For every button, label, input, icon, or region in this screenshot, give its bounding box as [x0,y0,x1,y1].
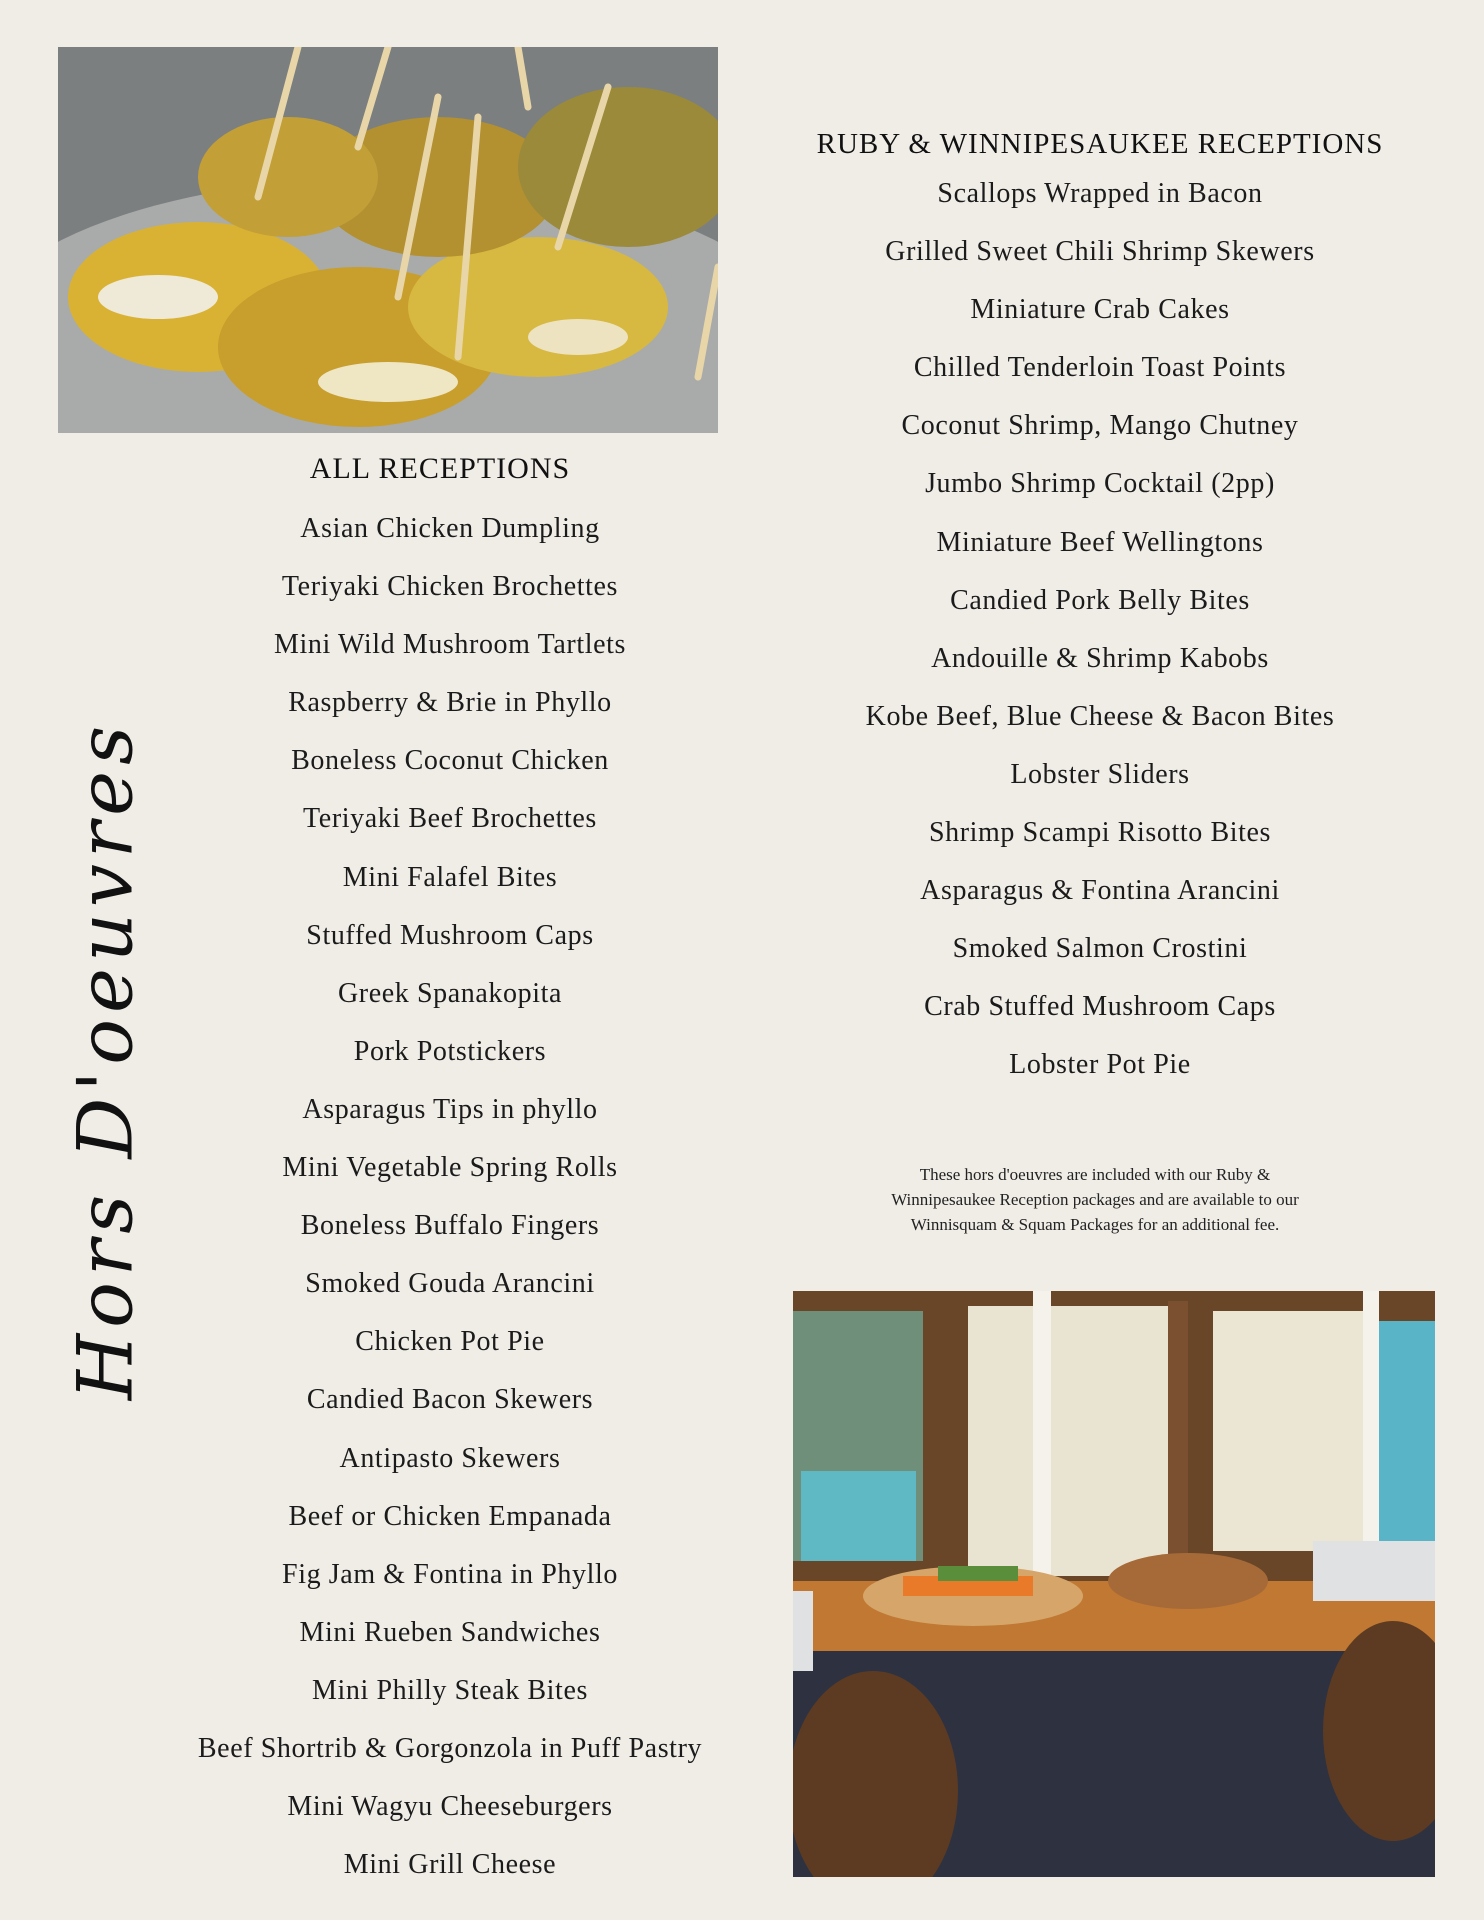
menu-item: Beef Shortrib & Gorgonzola in Puff Pastry [197,1732,703,1764]
ruby-receptions-heading: RUBY & WINNIPESAUKEE RECEPTIONS [816,128,1384,160]
hors-doeuvres-title: Hors D'oeuvres [60,719,150,1401]
note-line: Winnisquam & Squam Packages for an additional fee. [910,1215,1280,1234]
menu-item: Grilled Sweet Chili Shrimp Skewers [885,236,1315,268]
package-note [860,1162,1330,1237]
menu-item: Antipasto Skewers [339,1442,561,1474]
menu-item: Candied Bacon Skewers [306,1384,594,1416]
menu-item: Asparagus & Fontina Arancini [920,875,1280,907]
menu-item: Chilled Tenderloin Toast Points [913,352,1287,384]
appetizer-photo [58,47,718,433]
menu-item: Smoked Salmon Crostini [952,933,1248,965]
menu-item: Asian Chicken Dumpling [300,513,600,544]
menu-item: Mini Vegetable Spring Rolls [282,1152,618,1184]
ruby-receptions-list [760,172,1440,1102]
menu-item: Teriyaki Beef Brochettes [303,803,597,835]
menu-item: Asparagus Tips in phyllo [302,1093,598,1125]
menu-item: Mini Rueben Sandwiches [299,1616,601,1648]
all-receptions-list [140,507,760,1901]
all-receptions-heading: ALL RECEPTIONS [309,452,571,485]
menu-item: Candied Pork Belly Bites [950,584,1250,616]
menu-item: Scallops Wrapped in Bacon [937,178,1263,209]
menu-item: Chicken Pot Pie [355,1326,545,1358]
menu-item: Teriyaki Chicken Brochettes [281,571,619,603]
buffet-photo [793,1291,1435,1877]
menu-item: Mini Grill Cheese [343,1849,557,1881]
menu-item: Andouille & Shrimp Kabobs [931,642,1269,674]
menu-item: Shrimp Scampi Risotto Bites [928,817,1272,849]
menu-item: Smoked Gouda Arancini [305,1268,595,1300]
menu-item: Greek Spanakopita [337,977,562,1009]
menu-item: Crab Stuffed Mushroom Caps [924,991,1276,1023]
menu-item: Fig Jam & Fontina in Phyllo [282,1558,618,1590]
menu-item: Miniature Beef Wellingtons [936,526,1264,558]
menu-item: Mini Falafel Bites [342,861,558,893]
menu-item: Beef or Chicken Empanada [288,1500,612,1532]
note-line: These hors d'oeuvres are included with our Ruby & [919,1165,1271,1184]
menu-item: Mini Philly Steak Bites [312,1674,588,1706]
menu-item: Boneless Coconut Chicken [291,745,609,777]
menu-item: Kobe Beef, Blue Cheese & Bacon Bites [865,700,1335,732]
menu-item: Raspberry & Brie in Phyllo [288,687,612,719]
menu-item: Mini Wagyu Cheeseburgers [287,1791,613,1823]
menu-item: Lobster Sliders [1010,758,1190,790]
menu-item: Coconut Shrimp, Mango Chutney [901,410,1299,442]
note-line: Winnipesaukee Reception packages and are available to our [891,1190,1299,1209]
menu-item: Mini Wild Mushroom Tartlets [274,629,626,661]
menu-item: Lobster Pot Pie [1009,1049,1191,1081]
menu-item: Stuffed Mushroom Caps [306,919,594,951]
menu-item: Jumbo Shrimp Cocktail (2pp) [925,468,1275,500]
menu-item: Miniature Crab Cakes [970,294,1230,326]
menu-item: Boneless Buffalo Fingers [300,1210,600,1242]
menu-item: Pork Potstickers [353,1035,547,1067]
